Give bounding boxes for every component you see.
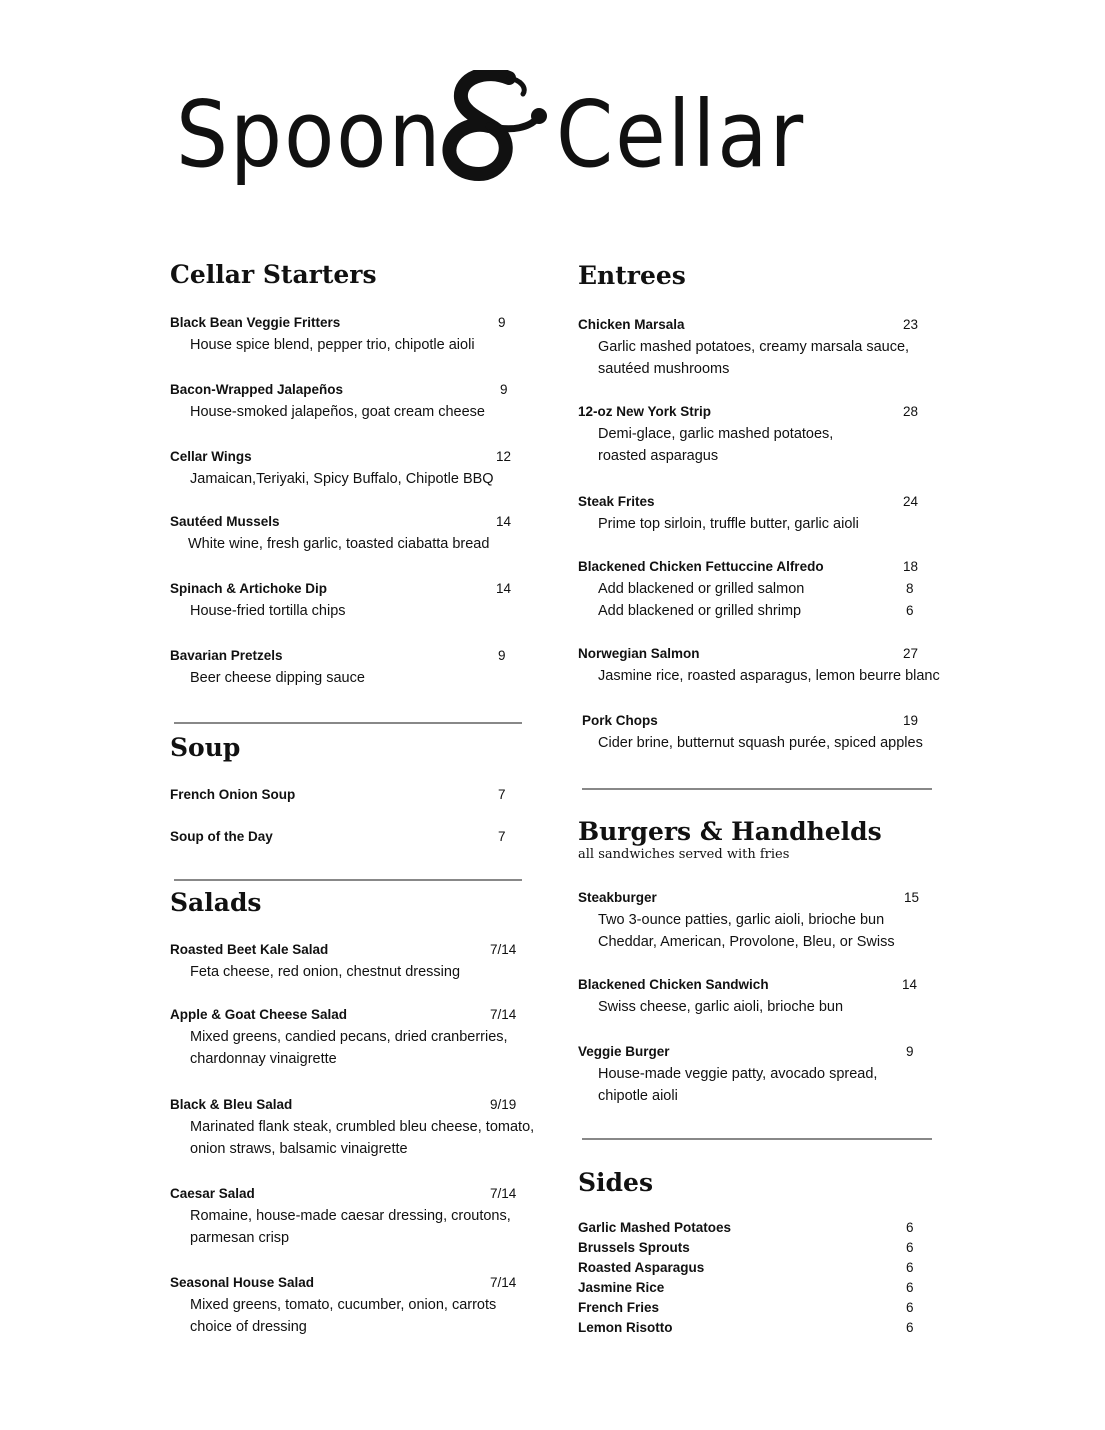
section-title: Salads xyxy=(170,888,262,917)
item-description: Mixed greens, candied pecans, dried cranberries, xyxy=(190,1029,508,1045)
section-divider xyxy=(174,722,522,724)
item-price: 7 xyxy=(498,787,506,802)
section-title: Sides xyxy=(578,1168,654,1197)
item-price: 23 xyxy=(903,317,919,332)
side-name: French Fries xyxy=(578,1300,660,1315)
section-title: Soup xyxy=(170,733,241,762)
section-sides xyxy=(578,1168,938,1198)
logo-word-right: Cellar xyxy=(556,82,806,189)
item-description: House spice blend, pepper trio, chipotle aioli xyxy=(190,337,475,353)
side-price: 6 xyxy=(906,1220,914,1235)
item-name: Steak Frites xyxy=(578,494,655,509)
item-price: 9 xyxy=(498,315,506,330)
side-name: Jasmine Rice xyxy=(578,1280,665,1295)
item-description: Jamaican,Teriyaki, Spicy Buffalo, Chipotle BBQ xyxy=(190,471,494,487)
item-description: choice of dressing xyxy=(190,1319,307,1335)
list-item xyxy=(578,1258,918,1278)
list-item xyxy=(578,1318,918,1338)
item-name: Apple & Goat Cheese Salad xyxy=(170,1007,348,1022)
item-price: 9 xyxy=(500,382,508,397)
item-description: chardonnay vinaigrette xyxy=(190,1051,337,1067)
item-description: Swiss cheese, garlic aioli, brioche bun xyxy=(598,999,844,1015)
item-description: Mixed greens, tomato, cucumber, onion, carrots xyxy=(190,1297,497,1313)
side-price: 6 xyxy=(906,1320,914,1335)
section-divider xyxy=(582,788,932,790)
section-salads xyxy=(170,888,530,918)
item-price: 15 xyxy=(904,890,920,905)
side-price: 6 xyxy=(906,1280,914,1295)
item-name: 12-oz New York Strip xyxy=(578,404,712,419)
list-item xyxy=(578,1298,918,1318)
item-price: 19 xyxy=(903,713,919,728)
item-description: parmesan crisp xyxy=(190,1230,290,1246)
side-name: Lemon Risotto xyxy=(578,1320,673,1335)
section-title: Burgers & Handhelds xyxy=(578,817,882,846)
section-divider xyxy=(174,879,522,881)
item-price: 12 xyxy=(496,449,512,464)
item-description: Prime top sirloin, truffle butter, garlic aioli xyxy=(598,516,859,532)
item-name: Blackened Chicken Fettuccine Alfredo xyxy=(578,559,824,574)
section-title: Entrees xyxy=(578,261,686,290)
item-description: roasted asparagus xyxy=(598,448,719,464)
item-price: 7/14 xyxy=(490,1007,517,1022)
ampersand-icon xyxy=(431,70,556,185)
item-price: 9 xyxy=(498,648,506,663)
item-description: chipotle aioli xyxy=(598,1088,678,1104)
item-price: 14 xyxy=(496,514,512,529)
side-price: 6 xyxy=(906,1300,914,1315)
item-description: Add blackened or grilled salmon xyxy=(598,581,805,597)
addon-price: 8 xyxy=(906,581,914,596)
item-description: Feta cheese, red onion, chestnut dressing xyxy=(190,964,461,980)
side-price: 6 xyxy=(906,1240,914,1255)
logo-word-left: Spoon xyxy=(176,82,443,189)
section-starters xyxy=(170,260,530,290)
item-name: Bavarian Pretzels xyxy=(170,648,283,663)
item-price: 14 xyxy=(902,977,918,992)
item-price: 14 xyxy=(496,581,512,596)
item-name: French Onion Soup xyxy=(170,787,296,802)
item-description: Jasmine rice, roasted asparagus, lemon beurre blanc xyxy=(598,668,940,684)
item-description: Cider brine, butternut squash purée, spiced apples xyxy=(598,735,923,751)
item-name: Seasonal House Salad xyxy=(170,1275,315,1290)
section-subtitle: all sandwiches served with fries xyxy=(578,847,790,862)
item-name: Cellar Wings xyxy=(170,449,252,464)
item-name: Blackened Chicken Sandwich xyxy=(578,977,769,992)
restaurant-logo xyxy=(176,70,806,200)
item-description: House-smoked jalapeños, goat cream cheese xyxy=(190,404,485,420)
item-description: Two 3-ounce patties, garlic aioli, brioche bun xyxy=(598,912,885,928)
item-price: 9/19 xyxy=(490,1097,517,1112)
item-name: Soup of the Day xyxy=(170,829,273,844)
section-burgers xyxy=(578,817,938,863)
item-description: Add blackened or grilled shrimp xyxy=(598,603,802,619)
item-description: Cheddar, American, Provolone, Bleu, or Swiss xyxy=(598,934,895,950)
item-name: Caesar Salad xyxy=(170,1186,255,1201)
item-description: Demi-glace, garlic mashed potatoes, xyxy=(598,426,834,442)
item-description: White wine, fresh garlic, toasted ciabatta bread xyxy=(188,536,490,552)
item-price: 7/14 xyxy=(490,1186,517,1201)
item-description: onion straws, balsamic vinaigrette xyxy=(190,1141,408,1157)
section-divider xyxy=(582,1138,932,1140)
item-description: Marinated flank steak, crumbled bleu cheese, tomato, xyxy=(190,1119,535,1135)
item-name: Pork Chops xyxy=(582,713,658,728)
item-name: Black & Bleu Salad xyxy=(170,1097,293,1112)
addon-price: 6 xyxy=(906,603,914,618)
list-item xyxy=(578,1278,918,1298)
item-name: Roasted Beet Kale Salad xyxy=(170,942,329,957)
item-price: 24 xyxy=(903,494,919,509)
item-price: 28 xyxy=(903,404,919,419)
item-name: Steakburger xyxy=(578,890,657,905)
section-entrees xyxy=(578,261,938,291)
item-name: Norwegian Salmon xyxy=(578,646,700,661)
item-name: Sautéed Mussels xyxy=(170,514,280,529)
item-name: Spinach & Artichoke Dip xyxy=(170,581,328,596)
item-name: Veggie Burger xyxy=(578,1044,670,1059)
list-item xyxy=(578,1238,918,1258)
item-description: sautéed mushrooms xyxy=(598,361,730,377)
item-description: Beer cheese dipping sauce xyxy=(190,670,365,686)
item-price: 7 xyxy=(498,829,506,844)
side-name: Garlic Mashed Potatoes xyxy=(578,1220,732,1235)
item-name: Chicken Marsala xyxy=(578,317,685,332)
item-price: 7/14 xyxy=(490,942,517,957)
side-name: Brussels Sprouts xyxy=(578,1240,690,1255)
side-name: Roasted Asparagus xyxy=(578,1260,705,1275)
item-description: House-fried tortilla chips xyxy=(190,603,346,619)
section-soup xyxy=(170,733,530,763)
item-description: House-made veggie patty, avocado spread, xyxy=(598,1066,878,1082)
item-price: 18 xyxy=(903,559,919,574)
section-title: Cellar Starters xyxy=(170,260,377,289)
list-item xyxy=(578,1218,918,1238)
item-price: 9 xyxy=(906,1044,914,1059)
item-price: 7/14 xyxy=(490,1275,517,1290)
item-description: Garlic mashed potatoes, creamy marsala sauce, xyxy=(598,339,910,355)
side-price: 6 xyxy=(906,1260,914,1275)
item-description: Romaine, house-made caesar dressing, croutons, xyxy=(190,1208,511,1224)
item-name: Bacon-Wrapped Jalapeños xyxy=(170,382,344,397)
item-name: Black Bean Veggie Fritters xyxy=(170,315,341,330)
item-price: 27 xyxy=(903,646,919,661)
